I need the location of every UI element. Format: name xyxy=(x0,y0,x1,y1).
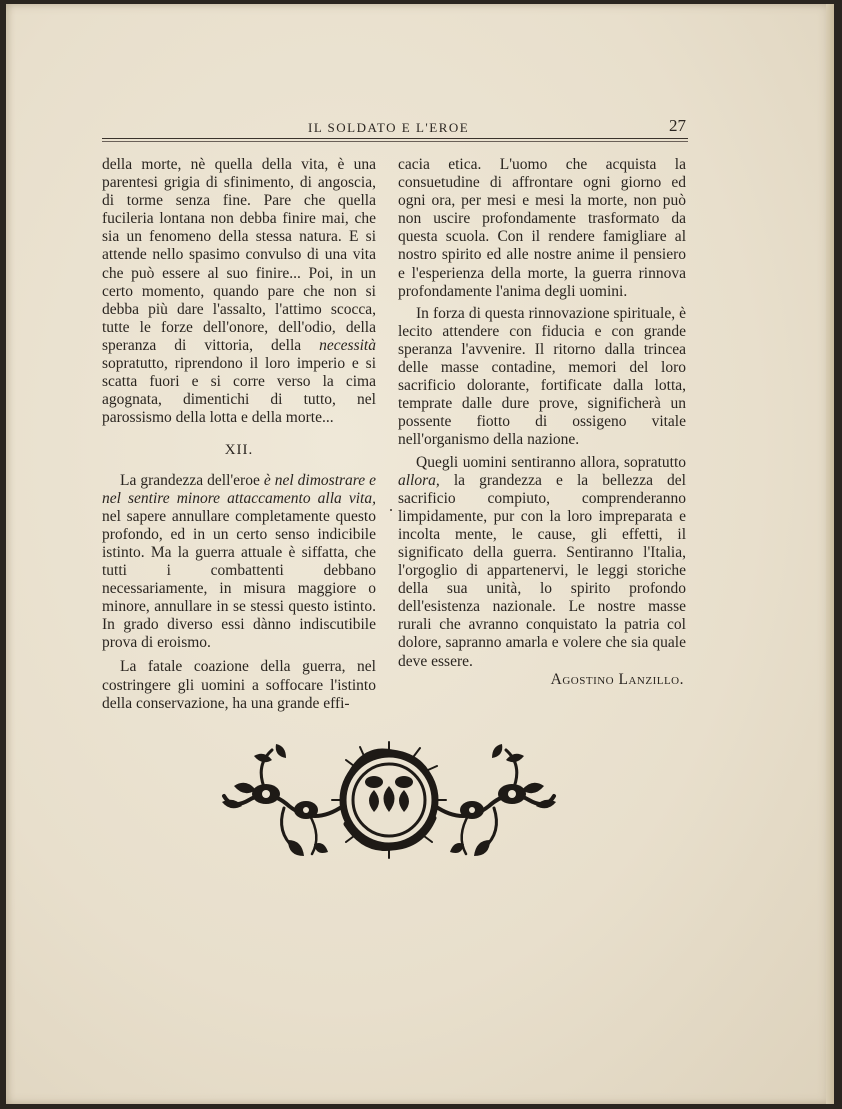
ink-speck xyxy=(390,509,392,511)
header-rule xyxy=(102,138,688,139)
paragraph: La fatale coazione della guerra, nel costringere gli uomini a soffocare l'istinto della conservazione, ha una grande effi- xyxy=(102,658,376,712)
page-edge xyxy=(826,4,834,1104)
running-title: IL SOLDATO E L'EROE xyxy=(308,120,470,135)
book-page xyxy=(6,4,834,1104)
floral-vine-ornament-icon xyxy=(214,736,564,862)
right-column xyxy=(398,156,686,689)
author-signature: Agostino Lanzillo. xyxy=(550,670,684,688)
paragraph: Quegli uomini sentiranno allora, sopratutto allora, la grandezza e la bellezza del sacrificio compiuto, comprenderanno limpidamente, pur con la loro impreparata e incolta mente, le cause, gli effetti, il significato della guerra. Sentiranno l'Italia, l'orgoglio di appartenervi, le leggi storiche della sua unità, lo spirito profondo dell'esistenza nazionale. Le nostre masse rurali che avranno conquistato la patria col dolore, sapranno amarla e volere che sia quale deve essere. xyxy=(398,453,686,670)
italic-text: necessità xyxy=(319,336,376,354)
paragraph: La grandezza dell'eroe è nel dimostrare e nel sentire minore attaccamento alla vita, nel sapere annullare completamente questo profondo, ed in un certo senso indicibile istinto. Ma la guerra attuale è siffatta, che tutti i combattenti debbano necessariamente, in misura maggiore o minore, annullare in se stessi questo istinto. In grado diverso essi dànno indiscutibile prova di eroismo. xyxy=(102,471,376,652)
page-header xyxy=(102,114,686,138)
italic-text: allora, xyxy=(398,471,440,489)
section-number: XII. xyxy=(224,442,254,459)
paragraph: cacia etica. L'uomo che acquista la consuetudine di affrontare ogni giorno ed ogni ora, per mesi e mesi la morte, non può non uscire profondamente trasformato da questa scuola. Con il rendere famigliare al nostro spirito ed alle nostre anime il pensiero e l'esperienza della morte, la guerra rinnova profondamente l'anima degli uomini. xyxy=(398,156,686,300)
header-rule-thin xyxy=(102,141,688,142)
left-column xyxy=(102,156,376,713)
paragraph: della morte, nè quella della vita, è una parentesi grigia di sfinimento, di angoscia, di torme senza fine. Pare che quella fucileria lontana non debba finire mai, che sia un fenomeno della stessa natura. E si attende nello spasimo convulso di una vita che può essere al suo finire... Poi, in un certo momento, quando pare che non si debba più dare l'assalto, l'attimo scocca, tutte le forze dell'onore, dell'odio, della speranza di vittoria, della necessità sopratutto, riprendono il loro imperio e si scatta fuori e si corre verso la cima agognata, dimentichi di tutto, nel parossismo della lotta e della morte... xyxy=(102,156,376,427)
page-number: 27 xyxy=(669,116,686,135)
italic-text: è nel dimostrare e nel sentire minore attaccamento alla vita, xyxy=(102,471,376,507)
paragraph: In forza di questa rinnovazione spirituale, è lecito attendere con fiducia e con grande speranza l'avvenire. Il ritorno dalla trincea delle masse contadine, memori del loro sacrificio dolorante, fortificate dalla lotta, temprate dalle dure prove, significherà un possente fiotto di ossigeno vitale nell'organismo della nazione. xyxy=(398,304,686,449)
